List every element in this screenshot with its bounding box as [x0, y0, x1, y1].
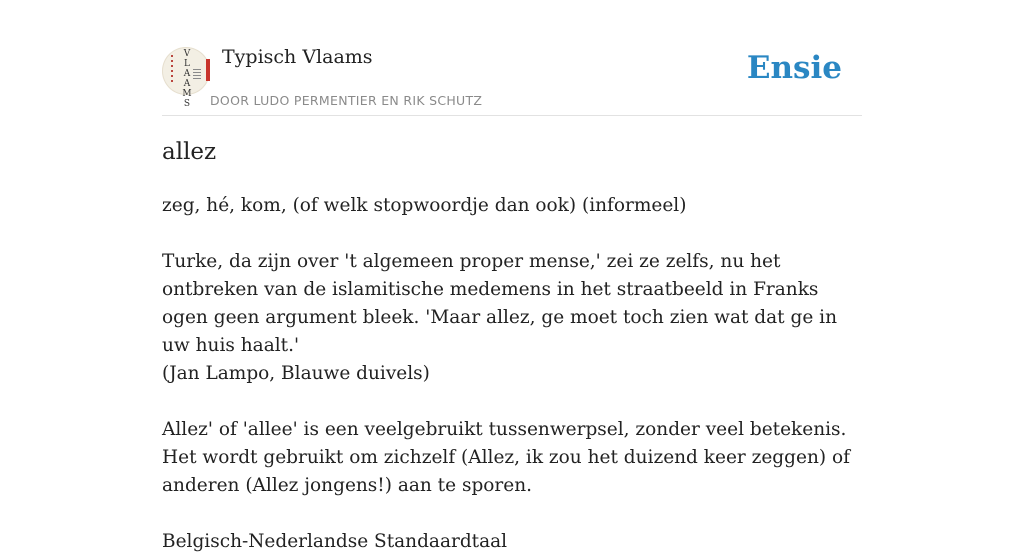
ensie-logo-link[interactable]: Ensie	[746, 50, 842, 86]
cover-text-lines	[193, 69, 201, 81]
book-cover-image[interactable]	[162, 47, 210, 109]
cover-red-bar	[206, 59, 210, 81]
page-container	[162, 0, 862, 552]
cover-letters: V L A A M S	[182, 49, 192, 109]
cover-side-text	[171, 55, 173, 85]
entry-explanation: Allez' of 'allee' is een veelgebruikt tussenwerpsel, zonder veel betekenis. Het wordt gebruikt om zichzelf (Allez, ik zou het duizend keer zeggen) of anderen (Allez jongens!) aan te sporen.	[162, 419, 850, 496]
entry-header	[162, 0, 862, 116]
entry-quote-source: (Jan Lampo, Blauwe duivels)	[162, 363, 430, 384]
book-author: DOOR LUDO PERMENTIER EN RIK SCHUTZ	[210, 93, 483, 108]
book-title-link[interactable]: Typisch Vlaams	[222, 46, 373, 68]
entry-quote: Turke, da zijn over 't algemeen proper mense,' zei ze zelfs, nu het ontbreken van de islamitische medemens in het straatbeeld in Franks ogen geen argument bleek. 'Maar allez, ge moet toch zien wat dat ge in uw huis haalt.'	[162, 251, 837, 356]
entry-body	[162, 192, 862, 556]
entry-headword: allez	[162, 139, 217, 165]
entry-definition: zeg, hé, kom, (of welk stopwoordje dan ook) (informeel)	[162, 195, 687, 216]
entry-footer-label: Belgisch-Nederlandse Standaardtaal	[162, 531, 508, 552]
